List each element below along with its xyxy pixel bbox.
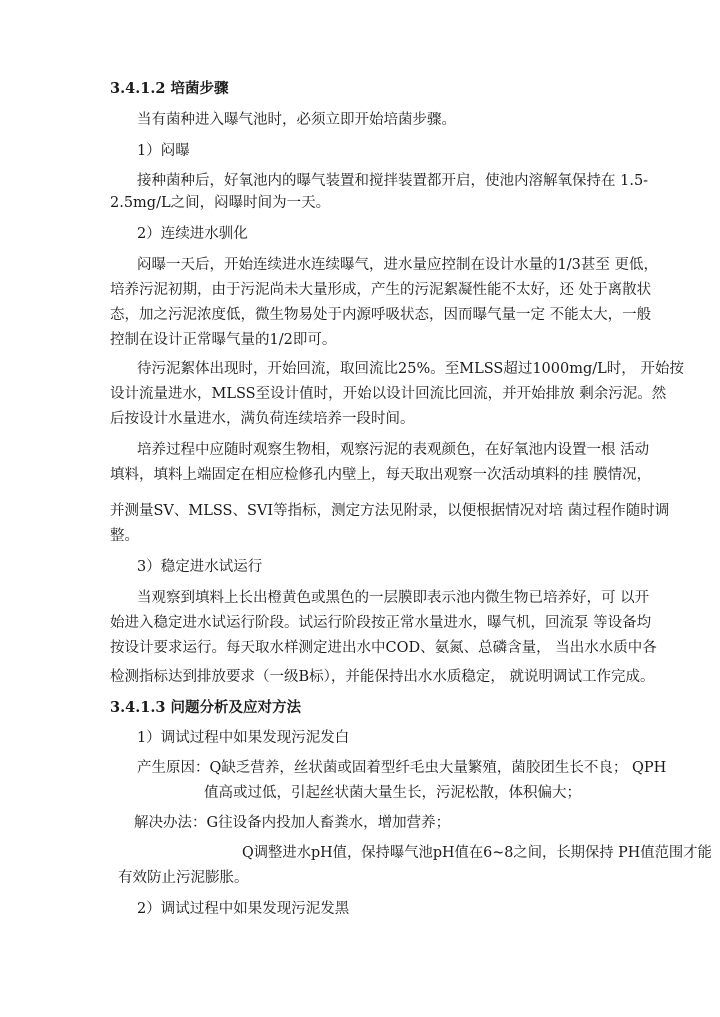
text-line: 2）连续进水驯化 [137, 226, 248, 242]
section-heading: 3.4.1.3 问题分析及应对方法 [110, 699, 302, 716]
section-heading: 3.4.1.2 培菌步骤 [110, 80, 229, 97]
text-line: 1）调试过程中如果发现污泥发白 [137, 730, 350, 746]
text-line: 当观察到填料上长出橙黄色或黑色的一层膜即表示池内微生物已培养好，可 以开 [137, 590, 650, 606]
text-line: 闷曝一天后，开始连续进水连续曝气，进水量应控制在设计水量的1/3甚至 更低， [137, 257, 658, 273]
text-line: 1）闷曝 [137, 143, 190, 159]
text-line: 填料，填料上端固定在相应检修孔内壁上，每天取出观察一次活动填料的挂 膜情况， [110, 467, 652, 483]
text-line: 控制在设计正常曝气量的1/2即可。 [110, 332, 337, 348]
text-line: 解决办法：G往设备内投加人畜粪水，增加营养； [134, 815, 451, 831]
text-line: 产生原因：Q缺乏营养，丝状菌或固着型纤毛虫大量繁殖，菌胶团生长不良； QPH [137, 760, 667, 776]
text-line: 整。 [110, 528, 139, 544]
text-line: 培养污泥初期，由于污泥尚未大量形成，产生的污泥絮凝性能不太好，还 处于离散状 [110, 282, 652, 298]
text-line: 2.5mg/L之间，闷曝时间为一天。 [110, 195, 331, 211]
text-line: 有效防止污泥膨胀。 [118, 870, 249, 886]
text-line: 当有菌种进入曝气池时，必须立即开始培菌步骤。 [137, 112, 456, 128]
text-line: 待污泥絮体出现时，开始回流，取回流比25%。至MLSS超过1000mg/L时， 开始按 [137, 361, 684, 377]
text-line: 始进入稳定进水试运行阶段。试运行阶段按正常水量进水，曝气机，回流泵 等设备均 [110, 615, 652, 631]
text-line: 检测指标达到排放要求（一级B标），并能保持出水水质稳定， 就说明调试工作完成。 [110, 669, 655, 685]
text-line: 按设计要求运行。每天取水样测定进出水中COD、氨氮、总磷含量， 当出水水质中各 [110, 640, 657, 656]
text-line: 接种菌种后，好氧池内的曝气装置和搅拌装置都开启，使池内溶解氧保持在 1.5- [137, 173, 649, 189]
text-line: 3）稳定进水试运行 [137, 559, 263, 575]
text-line: 并测量SV、MLSS、SVI等指标，测定方法见附录，以便根据情况对培 菌过程作随时调 [110, 503, 670, 519]
text-line: 设计流量进水，MLSS至设计值时，开始以设计回流比回流，并开始排放 剩余污泥。然 [110, 386, 667, 402]
text-line: 后按设计水量进水，满负荷连续培养一段时间。 [110, 411, 415, 427]
text-line: 态，加之污泥浓度低，微生物易处于内源呼吸状态，因而曝气量一定 不能太大，一般 [110, 307, 652, 323]
text-line: 值高或过低，引起丝状菌大量生长，污泥松散，体积偏大； [204, 785, 581, 801]
text-line: 2）调试过程中如果发现污泥发黑 [137, 901, 350, 917]
text-line: 培养过程中应随时观察生物相，观察污泥的表观颜色，在好氧池内设置一根 活动 [137, 442, 650, 458]
text-line: Q调整进水pH值，保持曝气池pH值在6~8之间，长期保持 PH值范围才能 [242, 845, 712, 861]
